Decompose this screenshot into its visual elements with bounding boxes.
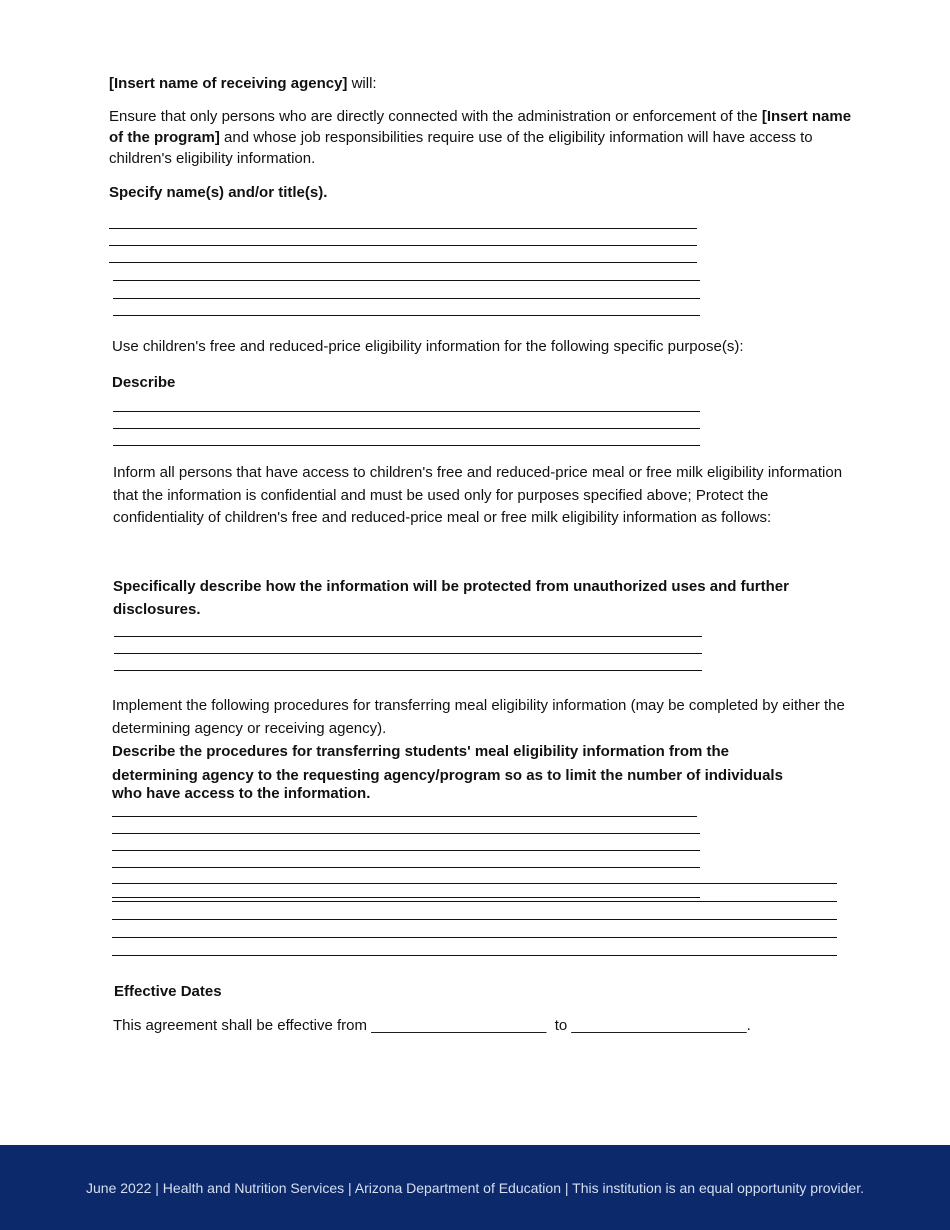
transfer-line[interactable] — [112, 955, 837, 956]
purpose-text: Use children's free and reduced-price eligibility information for the following specific purpose(s): — [112, 338, 744, 355]
name-line[interactable] — [113, 298, 700, 299]
name-line[interactable] — [109, 245, 697, 246]
transfer-line[interactable] — [112, 867, 700, 868]
transfer-heading-1: Describe the procedures for transferring students' meal eligibility information from the — [112, 743, 730, 760]
name-line[interactable] — [109, 228, 697, 229]
program-placeholder: [Insert name of the program] — [109, 108, 852, 146]
from-date-field[interactable]: _____________________ — [371, 1017, 547, 1034]
intro-line — [109, 73, 869, 94]
transfer-heading-3: who have access to the information. — [112, 785, 371, 802]
effective-heading: Effective Dates — [114, 983, 222, 1000]
describe-heading: Describe — [112, 374, 176, 391]
ensure-text-a: Ensure that only persons who are directly connected with the administration or enforcement of the — [109, 108, 762, 125]
name-line[interactable] — [109, 262, 697, 263]
transfer-line[interactable] — [112, 919, 837, 920]
ensure-text-b: and whose job responsibilities require use of the eligibility information will have access to children's eligibility information. — [109, 129, 813, 167]
protect-line[interactable] — [114, 636, 702, 637]
transfer-line[interactable] — [112, 833, 700, 834]
implement-paragraph: Implement the following procedures for transferring meal eligibility information (may be completed by either the determining agency or receiving agency). — [112, 697, 845, 737]
transfer-line[interactable] — [112, 937, 837, 938]
footer-text: June 2022 | Health and Nutrition Services | Arizona Department of Education | This institution is an equal opportunity provider. — [86, 1179, 864, 1196]
transfer-line[interactable] — [112, 901, 837, 902]
describe-line[interactable] — [113, 445, 700, 446]
name-line[interactable] — [113, 315, 700, 316]
inform-paragraph: Inform all persons that have access to children's free and reduced-price meal or free milk eligibility information that the information is confidential and must be used only for purposes specified above; Protect the confidentiality of children's free and reduced-price meal or free milk eligibility information as follows: — [113, 464, 843, 527]
specify-heading: Specify name(s) and/or title(s). — [109, 184, 328, 201]
transfer-line[interactable] — [112, 850, 700, 851]
intro-will: will: — [347, 75, 377, 92]
transfer-line[interactable] — [112, 897, 700, 898]
ensure-paragraph — [109, 106, 869, 169]
to-date-field[interactable]: _____________________ — [571, 1017, 747, 1034]
agency-placeholder: [Insert name of receiving agency] — [109, 75, 348, 92]
effective-sentence — [113, 1015, 873, 1036]
name-line[interactable] — [113, 280, 700, 281]
sentence-end: . — [746, 1017, 751, 1034]
protect-line[interactable] — [114, 653, 702, 654]
transfer-line[interactable] — [112, 816, 697, 817]
transfer-line[interactable] — [112, 883, 837, 884]
describe-line[interactable] — [113, 411, 700, 412]
transfer-heading-2: determining agency to the requesting agency/program so as to limit the number of individuals — [112, 767, 783, 784]
from-label: This agreement shall be effective from — [113, 1017, 372, 1034]
describe-line[interactable] — [113, 428, 700, 429]
protect-line[interactable] — [114, 670, 702, 671]
to-label: to — [546, 1017, 572, 1034]
protect-heading: Specifically describe how the information will be protected from unauthorized uses and further disclosures. — [113, 578, 789, 618]
footer-bar — [0, 1145, 950, 1230]
